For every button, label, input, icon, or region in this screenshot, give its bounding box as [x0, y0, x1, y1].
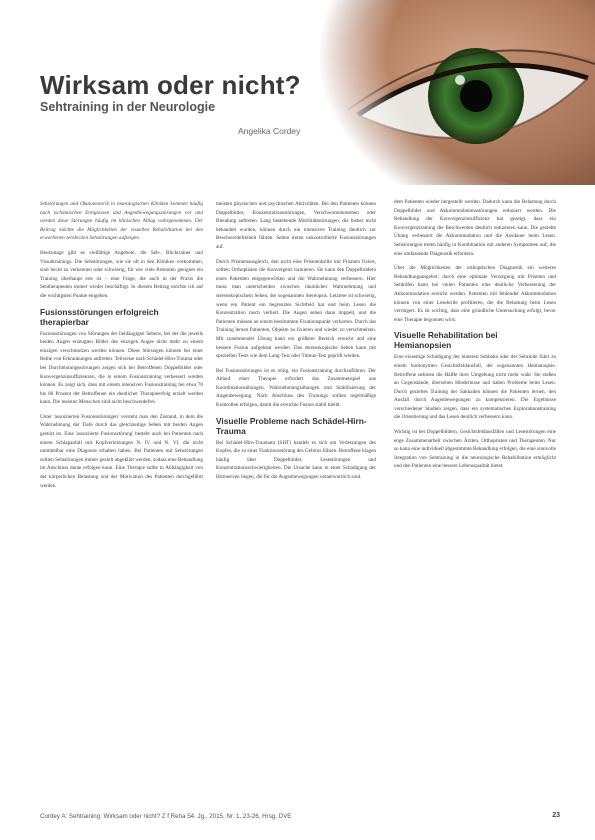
article-author: Angelika Cordey — [238, 126, 301, 136]
text-column-1 — [40, 200, 203, 496]
paragraph: Eine einseitige Schädigung der hinteren Sehbahn oder der Sehrinde führt zu einem homonymen Gesichtsfeldausfall, der sogenannten Hemianopsie. Betroffene nehmen die Hälfte ihrer Umgebung nicht mehr wahr. Sie stoßen an Gegenstände, übersehen Hindernisse und haben Probleme beim Lesen. Durch gezieltes Training der Sakkaden können die Patienten lernen, den Ausfall durch Augenbewegungen zu kompensieren. Die Ergebnisse verschiedener Studien zeigen, dass ein systematisches Explorationstraining die Orientierung und das Lesen deutlich verbessern kann. — [394, 354, 556, 421]
article-header — [0, 0, 595, 185]
paragraph: Heutzutage gibt es vielfältige Angebote, die Seh-, Blicktrainer und Visualtrainings. Die Sehstörungen, wie sie oft in den Kliniken vorkommen, sind leicht zu verkennen oder schwierig, für wie viele Patienten geeignet ein Training überhaupt erst ist – eine Frage, die auch in der Praxis die Sehtherapeuten immer wieder beschäftigt. In diesem Beitrag möchte ich auf die wichtigsten Punkte eingehen. — [40, 249, 203, 299]
paragraph: Fusionsstörungen von Störungen der beidäugigen Sehens, bei der die jeweils beiden Augen erzeugten Bilder des einzigen Auges nicht mehr zu einem einzigen verschmolzen werden können. Diese Störungen können bei einer Reihe von Erkrankungen auftreten. Teilweise nach Schädel-Hirn-Trauma oder bei Durchblutungsstörungen zeigen sich bei Betroffenen Doppelbilder oder Konvergenzinsuffizienzen, die in einem Fusionstraining verbessert werden können. Es zeigt sich, dass mit einem intensiven Fusionstraining bei etwa 70 bis 80 Prozent der Betroffenen ein deutlicher Therapieerfolg erzielt werden kann. Die meisten Menschen sind nicht beschwerdefrei. — [40, 330, 203, 406]
text-column-2 — [216, 200, 376, 488]
paragraph: Über die Möglichkeiten der orthoptischen Diagnostik ein weiteres Behandlungsangebot: durch eine optimale Versorgung mit Prismen und Sehhilfen kann bei vielen Patienten eine deutliche Verbesserung der Akkommodation erreicht werden. Patienten mit fehlender Akkommodation können von einer Lesebrille profitieren, die die Belastung beim Lesen verringert. Es ist wichtig, dass eine gründliche Untersuchung erfolgt, bevor eine Therapie begonnen wird. — [394, 265, 556, 323]
paragraph: dem Patienten wieder hergestellt werden. Dadurch kann die Belastung durch Doppelbilder und Akkommodationsstörungen reduziert werden. Die Behandlung der Konvergenzinsuffizienz hat gezeigt, dass ein Konvergenztraining die Beschwerden deutlich reduzieren kann. Die gezielte Übung verbessert die Akkommodation und die Ausdauer beim Lesen. Sehstörungen treten häufig in Kombination mit anderen Symptomen auf, die eine umfassende Diagnostik erfordern. — [394, 199, 556, 257]
footer-citation: Cordey A: Sehtraining: Wirksam oder nicht? Z f Reha 54. Jg., 2015, Nr. 1, 23-26, Hrsg. DVE — [40, 813, 292, 820]
article-subtitle: Sehtraining in der Neurologie — [40, 100, 216, 114]
article-intro: Sehstörungen und Okulomotorik in neurologischen Kliniken kommen häufig nach ischämischen Ereignissen und Augenbewegungsstörungen vor und werden diese Störungen häufig im klinischen Alltag wahrgenommen. Der Beitrag möchte die Möglichkeiten der visuellen Rehabilitation bei den erworbenen zerebralen Sehstörungen aufzeigen. — [40, 201, 203, 242]
article-title: Wirksam oder nicht? — [40, 70, 301, 100]
paragraph: Wichtig ist bei Doppelbildern, Gesichtsfeldausfällen und Lesestörungen eine enge Zusammenarbeit zwischen Ärzten, Orthoptisten und Therapeuten. Nur so kann eine individuell abgestimmte Behandlung erfolgen, die eine sinnvolle Integration von Sehtraining in die neurologische Rehabilitation ermöglicht und den Patienten eine bessere Lebensqualität bietet. — [394, 429, 556, 470]
page-footer — [40, 811, 560, 825]
eye-photo-icon — [318, 0, 595, 185]
section-heading-trauma: Visuelle Probleme nach Schädel-Hirn-Trauma — [216, 415, 367, 436]
paragraph: Bei Fusionsstörungen ist es nötig, ein Fusionstraining durchzuführen. Der Ablauf einer Therapie erfordert das Zusammenspiel aus Koordinationsübungen, Wahrnehmungsübungen und Stabilisierung der Augenbewegung. Nach Abschluss des Trainings sollten regelmäßige Kontrollen erfolgen, damit die erreichte Fusion stabil bleibt. — [216, 367, 376, 409]
paragraph: meisten physischen und psychischen Aktivitäten. Bei den Patienten können Doppelbilder, Konzentrationsstörungen, Verschwommensehen oder Blendung auftreten. Lang bestehende Motilitätsstörungen, die bisher nicht behandelt wurden, können durch ein intensives Training deutlich zur Beschwerdefreiheit führen. Selten treten unkontrollierte Fusionsstörungen auf. — [216, 201, 376, 250]
paragraph: Unter 'assoziierten Fusionsstörungen' versteht man den Zustand, in dem die Wahrnehmung der Tiefe durch das gleichzeitige Sehen mit beiden Augen gestört ist. Eine 'assoziierte Fusionsstörung' besteht auch bei Patienten nach einem Schlaganfall mit Kopfverletzungen N. IV und N. VI, die nicht unmittelbar eine Diagnose erhalten haben. Bei Patienten mit Sehstörungen sollten Sehstörungen immer gezielt abgeklärt werden, sodass eine Behandlung im Anschluss daran erfolgen kann. Eine Therapie sollte in Abhängigkeit von der körperlichen Belastung und der Motivation des Patienten durchgeführt werden. — [40, 413, 203, 489]
text-column-3 — [394, 198, 556, 477]
paragraph: Bei Schädel-Hirn-Traumata (SHT) handelt es sich um Verletzungen des Kopfes, die zu einer Funktionsstörung des Gehirns führen. Betroffene klagen häufig über Doppelbilder, Lesestörungen und Konzentrationsschwierigkeiten. Die Ursache kann in einer Schädigung der Hirnnerven liegen, die für die Augenbewegungen verantwortlich sind. — [216, 439, 376, 481]
paragraph: Durch Prismenausgleich, den nicht eine Prismenbrille mit Prismen fixiert, sollten Orthoptisten die Konvergenz trainieren. Sie kann den Doppelbildern eines Patienten entgegenwirken und die Wahrnehmung verbessern. Hier muss man unterscheiden zwischen räumlicher Wahrnehmung und stereoskopischem Sehen, der sogenannten Stereopsis. Letztere ist schwierig, wenn ein Patient ein begrenztes Sichtfeld hat und beim Lesen die Konzentration rasch verliert. Die Augen sehen dann doppelt, und die Patienten müssen an einem bestimmten Fixationspunkt verharren. Durch das Training lernen Patienten, Objekte zu fixieren und wieder zu verschmelzen. Mit zunehmender Übung kann ein größerer Bereich erreicht und eine bessere Fusion aufgebaut werden. Das stereoskopische Sehen kann mit speziellen Tests wie dem Lang-Test oder Titmus-Test geprüft werden. — [216, 258, 376, 360]
section-heading-hemianopsia: Visuelle Rehabilitation bei Hemianopsien — [394, 330, 498, 351]
section-heading-fusion: Fusionsstörungen erfolgreich therapierbar — [40, 306, 159, 327]
page-number: 23 — [552, 812, 560, 819]
